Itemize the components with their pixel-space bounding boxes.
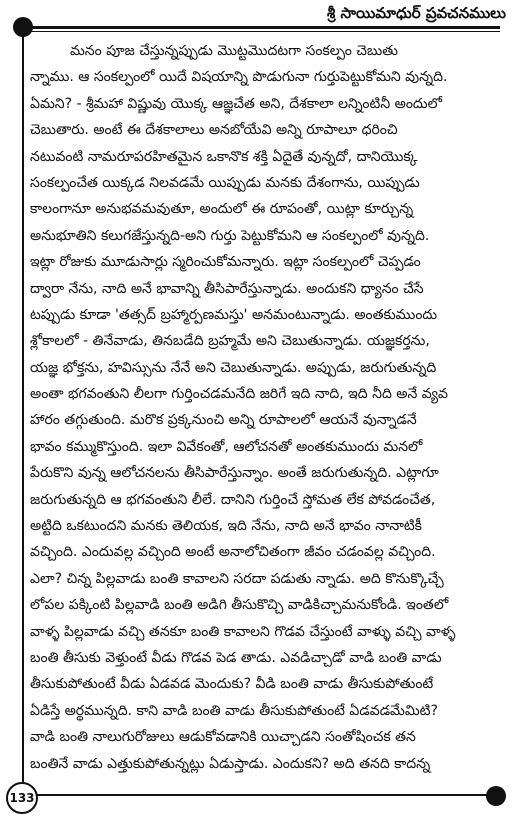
- text-line: అంతా భగవంతుని లీలగా గుర్తించడమనేది జరిగే ఇది నాది, ఇది నీది అనే వ్యవ: [30, 386, 448, 403]
- text-line: తీసుకుపోతుంటే వీడు ఏడవడ మెందుకు? వీడి బంతి వాడు తీసుకుపోతుంటే: [30, 676, 434, 693]
- text-line: అట్టిది ఒకటుందని మనకు తెలియక, ఇది నేను, నాది అనే భావం నానాటికీ: [30, 518, 422, 535]
- text-line: భావం కమ్ముకొస్తుంది. ఇలా వివేకంతో, ఆలోచనతో అంతకుముందు మనలో: [30, 438, 423, 455]
- text-line: యజ్ఞ భోక్తను, హవిస్సును నేనే అని చెబుతున్నాడు. అప్పుడు, జరుగుతున్నది: [30, 359, 437, 376]
- text-line: బంతినే వాడు ఎత్తుకుపోతున్నట్లు ఏడుస్తాడు. ఎందుకని? అది తనది కాదన్న: [30, 755, 431, 772]
- left-margin-rule: [22, 26, 24, 782]
- text-line: చెబుతారు. అంటే ఈ దేశకాలాలు అనబోయేవి అన్ని రూపాలూ ధరించి: [30, 122, 398, 139]
- text-line: సంకల్పంచేత యిక్కడ నిలవడమే యిప్పుడు మనకు దేశంగాను, యిప్పుడు: [30, 174, 420, 191]
- text-line: అనుభూతిని కలుగజేస్తున్నది-అని గుర్తు పెట్టుకోమని ఆ సంకల్పంలో వున్నది.: [30, 227, 430, 244]
- text-line: లోపల పక్కింటి పిల్లవాడి బంతి అడిగి తీసుకొచ్చి వాడికిచ్చామనుకోండి. ఇంతలో: [30, 597, 449, 614]
- text-line: నటువంటి నామరూపరహితమైన ఒకానొక శక్తి ఏదైతే వున్నదో, దానియొక్క: [30, 148, 418, 165]
- text-line: పేరుకొని వున్న ఆలోచనలను తీసిపారేస్తున్నాం. అంతే జరుగుతున్నది. ఎట్లాగూ: [30, 465, 439, 482]
- page-header: [0, 0, 520, 40]
- text-line: జరుగుతున్నది ఆ భగవంతుని లీలే. దానిని గుర్తించే స్తోమత లేక పోవడంచేత,: [30, 491, 436, 508]
- text-line: వాడి బంతి నాలుగురోజులు ఆడుకోవడానికి యిచ్చాడని సంతోషించక తన: [30, 729, 416, 746]
- footer-rule: [34, 794, 496, 796]
- page-number: 133: [6, 782, 38, 814]
- footer-dot-ornament: [486, 786, 506, 806]
- text-line: వాళ్ళ పిల్లవాడు వచ్చి తనకూ బంతి కావాలని గొడవ చేస్తుంటే వాళ్ళు వచ్చి వాళ్ళ: [30, 623, 456, 640]
- text-line: టప్పుడు కూడా 'తత్సద్ బ్రహ్మార్పణమస్తు' అనమంటున్నాడు. అంతకుముందు: [30, 306, 438, 323]
- text-line: మనం పూజ చేస్తున్నప్పుడు మొట్టమొదటగా సంకల్పం చెబుతు: [70, 43, 398, 59]
- text-line: బంతి తీసుకు వెళ్తుంటే వీడు గొడవ పెడ తాడు. ఎవడిచ్చాడో వాడి బంతి వాడు: [30, 649, 442, 666]
- text-line: ఎలా? చిన్న పిల్లవాడు బంతి కావాలని సరదా పడుతు న్నాడు. అది కొనుక్కొచ్చే: [30, 570, 444, 587]
- header-rule-thin: [22, 31, 500, 32]
- text-line: ఏమని? - శ్రీమహా విష్ణువు యొక్క ఆజ్ఞచేత అని, దేశకాలా లన్నింటినీ అందులో: [30, 95, 443, 112]
- text-line: హారం తగ్గుతుంది. మరొక ప్రక్కనుంచి అన్ని రూపాలలో ఆయనే వున్నాడనే: [30, 412, 417, 429]
- text-line: కాలంగానూ అనుభవమవుతూ, అందులో ఈ రూపంతో, యిట్లా కూర్చున్న: [30, 201, 414, 218]
- header-rule: [22, 26, 500, 29]
- text-line: ద్వారా నేను, నాది అనే భావాన్ని తీసిపారేస్తున్నాడు. అందుకని ధ్యానం చేసే: [30, 280, 424, 297]
- text-line: ఏడిస్తే అర్థమున్నది. కాని వాడి బంతి వాడు తీసుకుపోతుంటే ఏడవడమేమిటి?: [30, 702, 438, 719]
- text-line: వచ్చింది. ఎందువల్ల వచ్చింది అంటే అనాలోచితంగా జీవం చడంవల్ల వచ్చింది.: [30, 544, 436, 561]
- text-line: ఇట్లా రోజుకు మూడుసార్లు స్మరించుకోమన్నారు. ఇట్లా సంకల్పంలో చెప్పడం: [30, 254, 421, 271]
- body-text: [30, 38, 500, 777]
- text-line: న్నాము. ఆ సంకల్పంలో యిదే విషయాన్ని పొడుగునా గుర్తుపెట్టుకోమని వున్నది.: [30, 69, 448, 86]
- running-head-title: శ్రీ సాయిమాధుర్ ప్రవచనములు: [327, 4, 506, 22]
- text-line: శ్లోకాలలో - తినేవాడు, తినబడేది బ్రహ్మమే అని చెబుతున్నాడు. యజ్ఞకర్తను,: [30, 333, 430, 350]
